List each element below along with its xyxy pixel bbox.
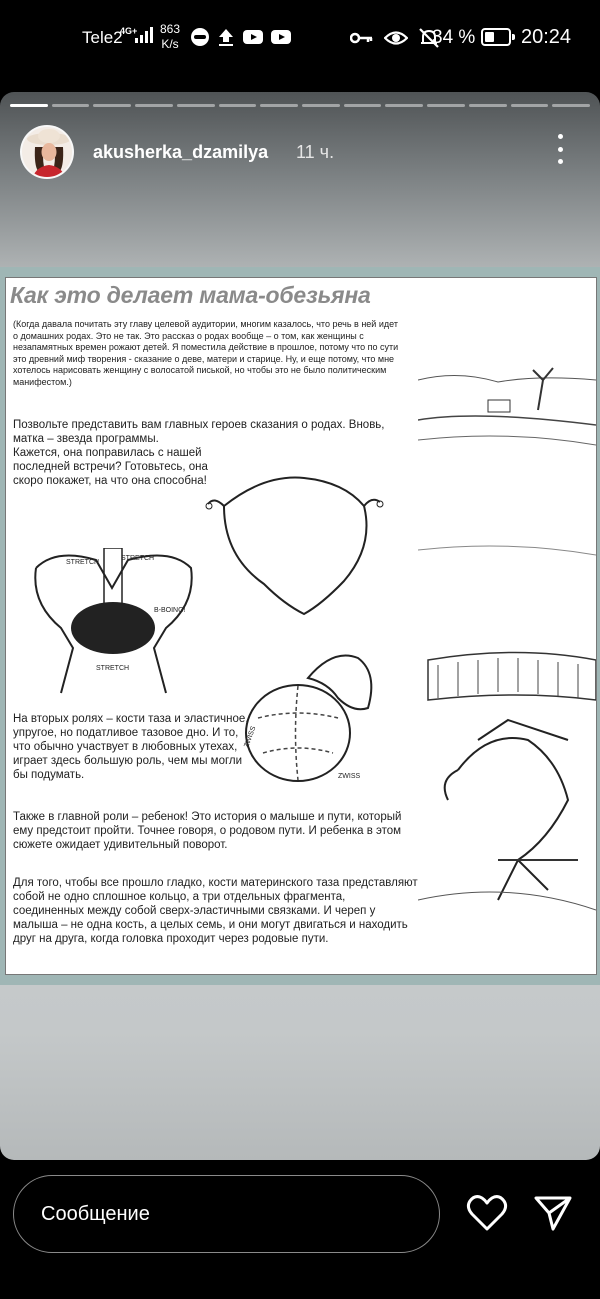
story-progress-segment [385, 104, 423, 107]
story-progress-segment [511, 104, 549, 107]
clock: 20:24 [521, 26, 572, 48]
story-progress-segment [344, 104, 382, 107]
story-progress-segment [52, 104, 90, 107]
story-progress-segment [135, 104, 173, 107]
story-progress-segment [177, 104, 215, 107]
pelvis-label: STRETCH [121, 555, 155, 562]
pelvis-label: B-BOING! [154, 607, 186, 614]
story-viewer[interactable] [0, 92, 600, 1160]
avatar[interactable] [20, 125, 74, 179]
pelvis-label: STRETCH [66, 559, 100, 566]
story-progress-segment [219, 104, 257, 107]
upload-icon [216, 27, 236, 47]
vpn-face-icon [190, 27, 210, 47]
eye-icon [384, 29, 408, 47]
speed-value: 863 [160, 22, 181, 36]
network-speed [160, 22, 180, 52]
like-heart-icon[interactable] [466, 1193, 508, 1233]
system-icons [350, 27, 440, 49]
intro-paragraph: (Когда давала почитать эту главу целевой аудитории, многим казалось, что речь в ней идет о домашних родах. Это не так. Это рассказ о родах вообще – о том, как женщины с незапамятных времен рожают детей. Я поместила действие в прошлое, потому что по сути это древний миф творения - сказание о деве, матери и старице. Ну, и еще потому, что мне хотелось нарисовать женщину с волосатой писькой, но чтобы это не было политическим манифестом.) [13, 319, 399, 387]
paragraph-uterus: Кажется, она поправилась с нашей последней встречи? Готовьтесь, она скоро покажет, на что она способна! [13, 447, 208, 487]
story-progress-segment [302, 104, 340, 107]
story-username[interactable]: akusherka_dzamilya [93, 142, 269, 162]
avatar-image [22, 127, 74, 179]
bottom-bar [0, 1160, 600, 1299]
story-progress-bar [10, 104, 590, 107]
more-dot-icon [558, 147, 563, 152]
story-progress-segment [427, 104, 465, 107]
send-icon[interactable] [533, 1193, 573, 1233]
paragraph-baby: Также в главной роли – ребенок! Это история о малыше и пути, который ему предстоит пройти. Точнее говоря, о родовом пути. И ребенка в этом сюжете ожидает удивительный поворот. [13, 811, 402, 851]
pelvis-label: STRETCH [96, 665, 130, 672]
story-progress-segment [469, 104, 507, 107]
paragraph-bones: Для того, чтобы все прошло гладко, кости материнского таза представляют собой не одно сплошное кольцо, а три отдельных фрагмента, соединенных между собой сверх-эластичными связками. И череп у малыша – не одна кость, а целых семь, и они могут двигаться и находить друг на друга, когда головка проходит через родовые пути. [13, 877, 418, 945]
key-icon [350, 30, 374, 46]
more-dot-icon [558, 159, 563, 164]
youtube-icon-2 [270, 27, 292, 47]
signal-icon [135, 27, 153, 43]
story-time-ago: 11 ч. [296, 142, 335, 162]
baby-skull-illustration [238, 638, 388, 788]
message-input[interactable] [13, 1175, 440, 1253]
story-progress-segment [10, 104, 48, 107]
paragraph-pelvis: На вторых ролях – кости таза и эластичное, упругое, но податливое тазовое дно. И то, что обычно участвует в любовных утехах, играет здесь большую роль, чем мы могли бы подумать. [13, 713, 249, 781]
notification-icons [190, 27, 292, 47]
paragraph-heroes: Позвольте представить вам главных героев сказания о родах. Вновь, матка – звезда программы. [13, 419, 385, 445]
page-title: Как это делает мама-обезьяна [10, 282, 371, 308]
book-page [5, 277, 597, 975]
more-dot-icon [558, 134, 563, 139]
network-type: 4G+ [120, 26, 138, 36]
pelvis-illustration [26, 548, 201, 698]
carrier-name: Tele2 [82, 28, 123, 47]
story-progress-segment [552, 104, 590, 107]
uterus-illustration [204, 466, 384, 626]
status-bar [0, 0, 600, 76]
youtube-icon [242, 27, 264, 47]
landscape-woman-illustration [418, 300, 596, 940]
battery-icon [481, 28, 511, 46]
speed-unit: K/s [161, 37, 179, 51]
skull-label: ZWISS [243, 725, 258, 749]
story-progress-segment [93, 104, 131, 107]
battery-percent: 34 % [432, 27, 476, 48]
story-progress-segment [260, 104, 298, 107]
story-image-frame [0, 267, 600, 985]
skull-label: ZWISS [338, 773, 361, 780]
more-options-button[interactable] [548, 134, 572, 164]
